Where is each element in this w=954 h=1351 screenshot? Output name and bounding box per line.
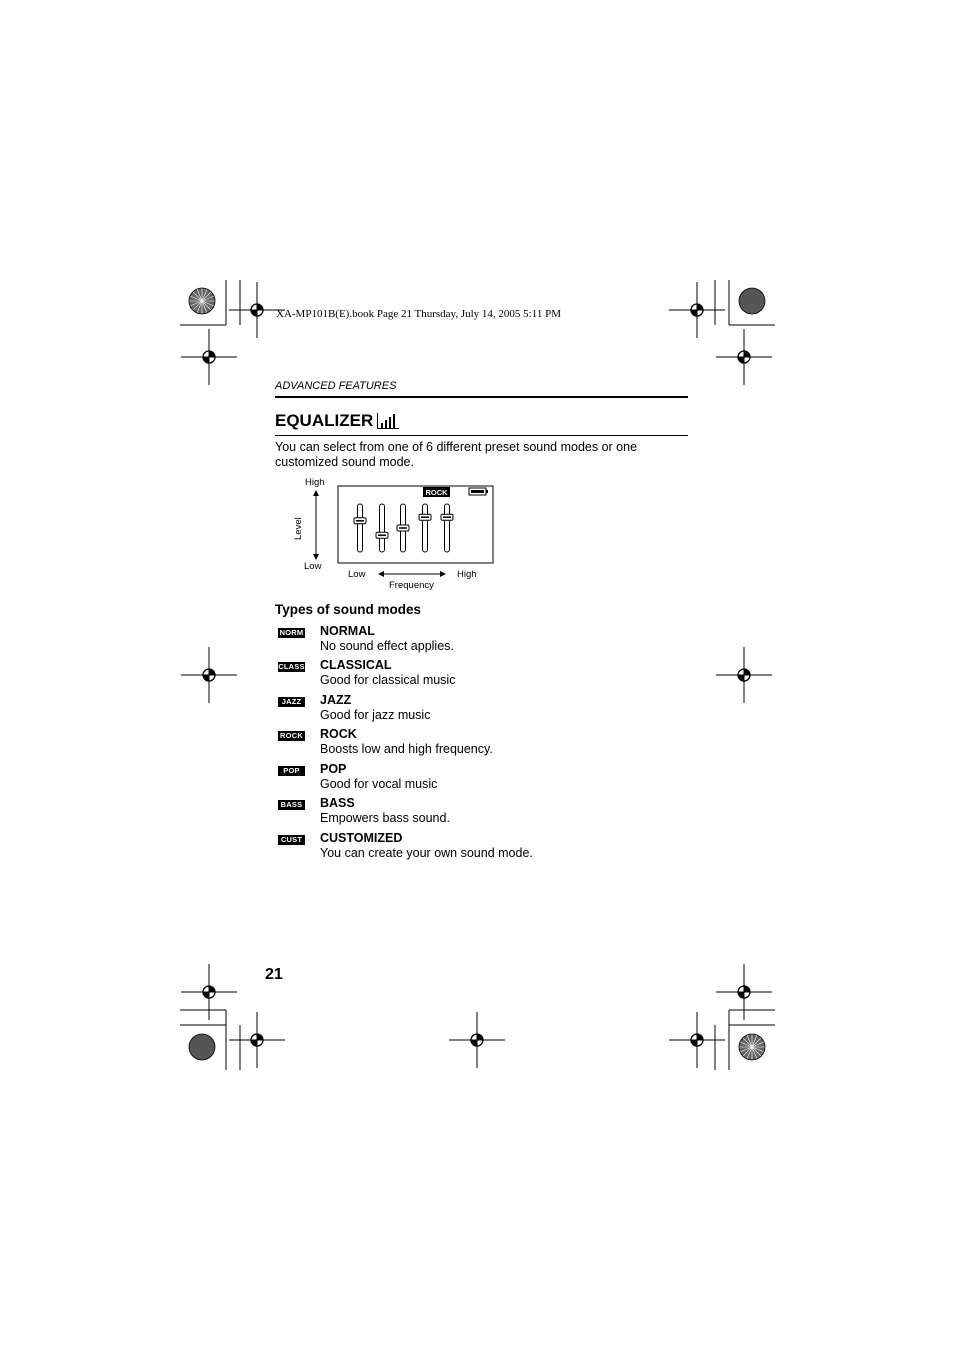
mode-name: POP [320,762,347,776]
mode-description: Boosts low and high frequency. [320,741,493,756]
mode-name: JAZZ [320,693,352,707]
header-rule [275,396,688,398]
mode-description: Good for jazz music [320,707,431,722]
level-high-label: High [305,477,325,488]
page-number: 21 [265,966,283,983]
mode-badge-icon: POP [278,766,305,776]
page-title [275,411,400,431]
mode-description: Good for vocal music [320,776,438,791]
mode-description: No sound effect applies. [320,638,454,653]
equalizer-bars-icon [376,413,400,429]
mode-description: Empowers bass sound. [320,810,450,825]
mode-badge-icon: BASS [278,800,305,810]
eq-slider-track [358,504,363,552]
level-low-label: Low [304,561,322,572]
eq-slider-track [445,504,450,552]
print-info-line: XA-MP101B(E).book Page 21 Thursday, July 14, 2005 5:11 PM [276,308,561,320]
mode-badge-icon: CUST [278,835,305,845]
level-arrow [313,490,319,560]
eq-slider-track [423,504,428,552]
section-header: ADVANCED FEATURES [275,380,397,392]
frequency-axis-label: Frequency [389,580,434,591]
intro-paragraph: You can select from one of 6 different preset sound modes or one customized sound mode. [275,440,638,469]
mode-badge-icon: JAZZ [278,697,305,707]
screen-mode-badge: ROCK [425,488,448,497]
mode-name: BASS [320,796,355,810]
equalizer-diagram [285,472,505,597]
title-text: EQUALIZER [275,411,374,430]
modes-subheading: Types of sound modes [275,602,422,617]
mode-name: CUSTOMIZED [320,831,403,845]
title-rule [275,435,688,436]
mode-badge-icon: ROCK [278,731,305,741]
level-axis-label: Level [293,517,304,540]
mode-name: CLASSICAL [320,658,392,672]
mode-description: You can create your own sound mode. [320,845,533,860]
eq-slider-track [380,504,385,552]
frequency-arrow [378,571,446,577]
freq-high-label: High [457,569,477,580]
freq-low-label: Low [348,569,366,580]
mode-name: ROCK [320,727,357,741]
mode-name: NORMAL [320,624,375,638]
mode-badge-icon: CLASS [278,662,305,671]
mode-badge-icon: NORM [279,628,304,637]
mode-description: Good for classical music [320,672,456,687]
